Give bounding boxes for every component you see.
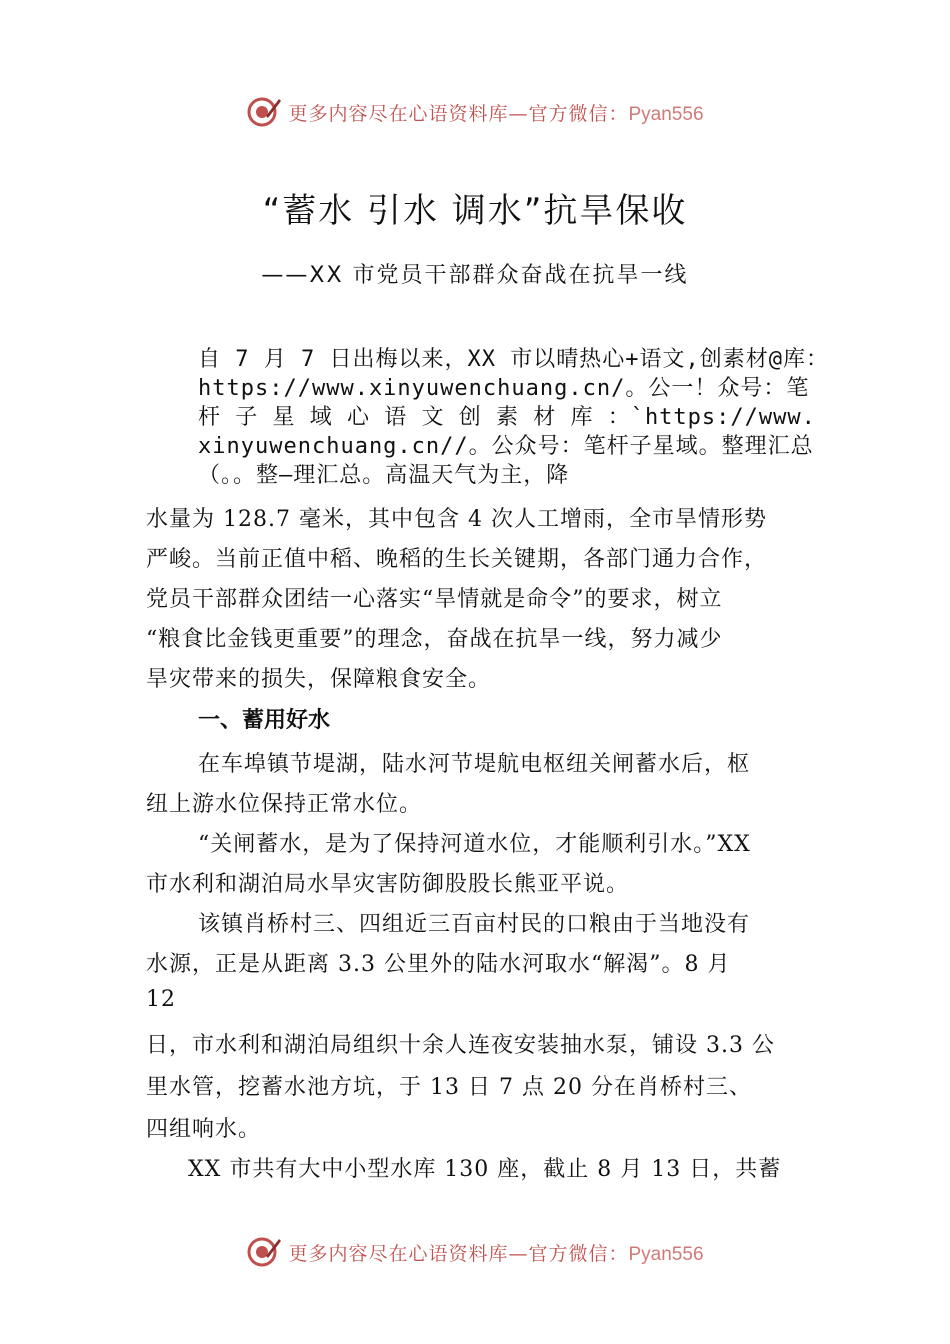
banner-text: 更多内容尽在心语资料库—官方微信：Pyan556 xyxy=(288,102,704,125)
body-line: 该镇肖桥村三、四组近三百亩村民的口粮由于当地没有 xyxy=(198,912,751,937)
wechat-id: Pyan556 xyxy=(628,1243,704,1265)
logo-icon xyxy=(246,1234,282,1270)
intro-paragraph: 自 7 月 7 日出梅以来，XX 市以晴热心+语文,创素材@库：https://www.xinyuwenchuang.cn/。公一！众号：笔 杆 子 星 域 心 语 文 创 素 材 库 ：`https://www.xinyuwenchuang.cn//。公众号：笔杆子星域。整理汇总（。。整—理汇总。高温天气为主，降 xyxy=(198,347,829,488)
wechat-id: Pyan556 xyxy=(628,103,704,125)
body-line: “关闸蓄水，是为了保持河道水位，才能顺利引水。”XX xyxy=(198,832,751,857)
body-line: 12 xyxy=(146,987,176,1012)
logo-icon xyxy=(246,94,282,130)
body-line: 严峻。当前正值中稻、晚稻的生长关键期，各部门通力合作， xyxy=(146,547,768,572)
body-line: XX 市共有大中小型水库 130 座，截止 8 月 13 日，共蓄 xyxy=(188,1157,782,1182)
body-line: 在车埠镇节堤湖，陆水河节堤航电枢纽关闸蓄水后，枢 xyxy=(198,752,751,777)
body-line: 纽上游水位保持正常水位。 xyxy=(146,792,423,817)
body-line: 旱灾带来的损失，保障粮食安全。 xyxy=(146,667,492,692)
section-heading: 一、蓄用好水 xyxy=(198,708,331,733)
body-line: 党员干部群众团结一心落实“旱情就是命令”的要求，树立 xyxy=(146,587,723,612)
body-line: 里水管，挖蓄水池方坑，于 13 日 7 点 20 分在肖桥村三、 xyxy=(146,1075,752,1100)
body-line: 日，市水利和湖泊局组织十余人连夜安装抽水泵，铺设 3.3 公 xyxy=(146,1033,775,1058)
banner-text: 更多内容尽在心语资料库—官方微信：Pyan556 xyxy=(288,1242,704,1265)
footer-banner xyxy=(0,1234,950,1270)
body-line: 市水利和湖泊局水旱灾害防御股股长熊亚平说。 xyxy=(146,872,630,897)
page-title: “蓄水 引水 调水”抗旱保收 xyxy=(262,191,688,231)
header-banner xyxy=(0,94,950,130)
body-line: 水源，正是从距离 3.3 公里外的陆水河取水“解渴”。8 月 xyxy=(146,952,731,977)
body-line: “粮食比金钱更重要”的理念，奋战在抗旱一线，努力减少 xyxy=(146,627,723,652)
body-line: 四组响水。 xyxy=(146,1117,262,1142)
body-line: 水量为 128.7 毫米，其中包含 4 次人工增雨，全市旱情形势 xyxy=(146,507,767,532)
page-subtitle: ——XX 市党员干部群众奋战在抗旱一线 xyxy=(261,263,689,288)
